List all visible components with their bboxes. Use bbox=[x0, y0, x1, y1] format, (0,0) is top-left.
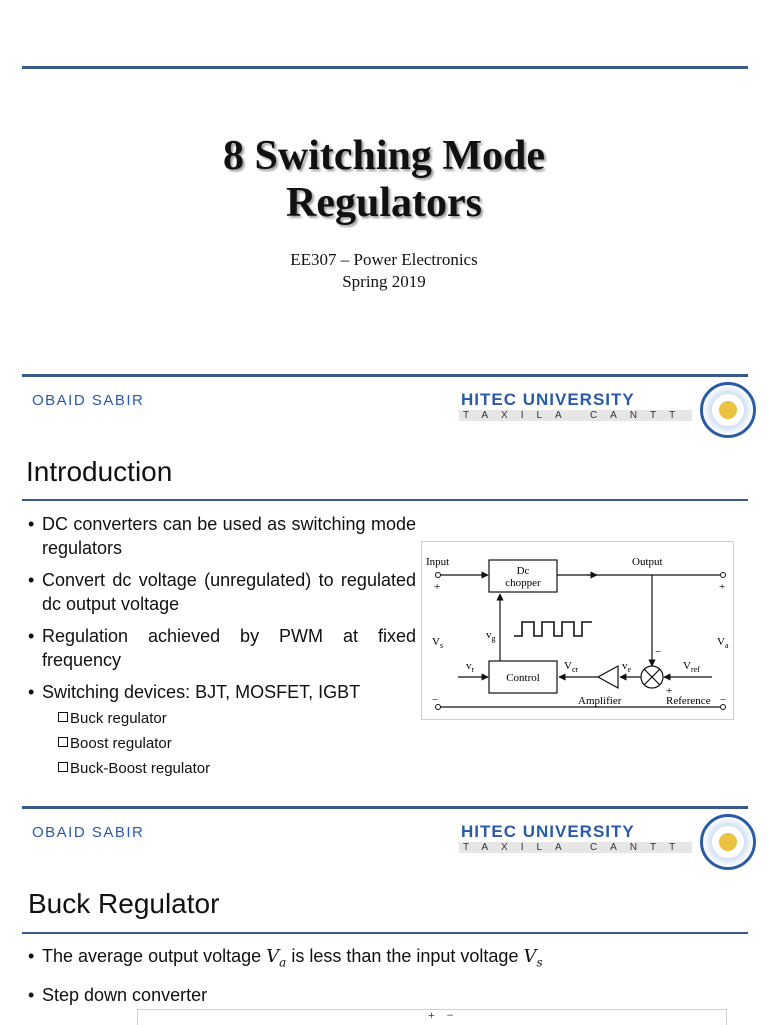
slide2-heading: Introduction bbox=[26, 456, 173, 487]
svg-text:−: − bbox=[720, 694, 727, 706]
slide3-heading-rule bbox=[22, 932, 748, 934]
footer-university: HITEC UNIVERSITY bbox=[461, 390, 635, 409]
sub-list-item: Boost regulator bbox=[28, 731, 416, 756]
svg-text:vg: $v_g$ bbox=[486, 629, 496, 643]
circuit-fragment-label: + − bbox=[428, 1008, 454, 1022]
list-item: • Switching devices: BJT, MOSFET, IGBT bbox=[28, 680, 416, 704]
slide2-bottom-rule bbox=[22, 806, 748, 809]
svg-text:ve: $v_e$ bbox=[622, 660, 632, 674]
svg-text:Reference: Reference bbox=[666, 695, 711, 707]
buck-circuit-diagram bbox=[137, 1009, 727, 1025]
svg-text:+: + bbox=[666, 685, 673, 697]
course-name: EE307 – Power Electronics bbox=[290, 250, 478, 269]
svg-text:+: + bbox=[719, 581, 726, 593]
svg-text:Input: Input bbox=[426, 556, 450, 568]
pwm-waveform-icon bbox=[514, 622, 592, 636]
regulator-block-diagram bbox=[421, 541, 734, 720]
var-vs: $V_s$ bbox=[523, 946, 543, 970]
list-item: • Convert dc voltage (unregulated) to regulated dc output voltage bbox=[28, 568, 416, 616]
svg-text:Output: Output bbox=[632, 556, 663, 568]
svg-text:+: + bbox=[434, 581, 441, 593]
slide1-bottom-rule bbox=[22, 374, 748, 377]
list-item: • DC converters can be used as switching mode regulators bbox=[28, 512, 416, 560]
amplifier-icon bbox=[598, 666, 618, 688]
block-diagram-svg bbox=[422, 542, 733, 719]
sub-list-item: Buck-Boost regulator bbox=[28, 756, 416, 781]
svg-text:Va: $V_a$ bbox=[717, 636, 729, 650]
university-seal-icon bbox=[700, 382, 756, 438]
list-item: • The average output voltage $V_a$ is less than the input voltage $V_s$ bbox=[28, 944, 728, 975]
footer-author: OBAID SABIR bbox=[32, 824, 145, 841]
var-va: $V_a$ bbox=[266, 946, 287, 970]
course-term: Spring 2019 bbox=[342, 272, 426, 291]
slide1-title-line2: Regulators bbox=[286, 180, 482, 226]
svg-text:Vref: $V_{ref}$ bbox=[683, 660, 700, 674]
slide3-bullet-list bbox=[28, 944, 728, 1007]
slide1-title-line1: 8 Switching Mode bbox=[222, 133, 545, 179]
svg-text:Vcr: $V_{cr}$ bbox=[564, 660, 579, 674]
footer-author: OBAID SABIR bbox=[32, 392, 145, 409]
svg-text:Control: Control bbox=[506, 672, 540, 684]
sub-list-item: Buck regulator bbox=[28, 706, 416, 731]
svg-text:Dc: Dc bbox=[516, 565, 530, 577]
svg-text:Amplifier: Amplifier bbox=[578, 695, 622, 707]
list-item: • Step down converter bbox=[28, 983, 728, 1007]
svg-text:vr: $v_r$ bbox=[466, 660, 475, 674]
footer-university-sub: TAXILA CANTT bbox=[459, 842, 692, 853]
list-item: • Regulation achieved by PWM at fixed frequency bbox=[28, 624, 416, 672]
university-seal-icon bbox=[700, 814, 756, 870]
svg-text:−: − bbox=[655, 646, 662, 658]
slide1-top-rule bbox=[22, 66, 748, 69]
svg-text:−: − bbox=[432, 694, 439, 706]
slide3-heading: Buck Regulator bbox=[28, 888, 220, 919]
svg-text:chopper: chopper bbox=[505, 577, 541, 589]
svg-text:Vs: $V_s$ bbox=[432, 636, 444, 650]
slide2-bullet-list bbox=[28, 512, 416, 781]
footer-university-sub: TAXILA CANTT bbox=[459, 410, 692, 421]
slide2-heading-rule bbox=[22, 499, 748, 501]
footer-university: HITEC UNIVERSITY bbox=[461, 822, 635, 841]
